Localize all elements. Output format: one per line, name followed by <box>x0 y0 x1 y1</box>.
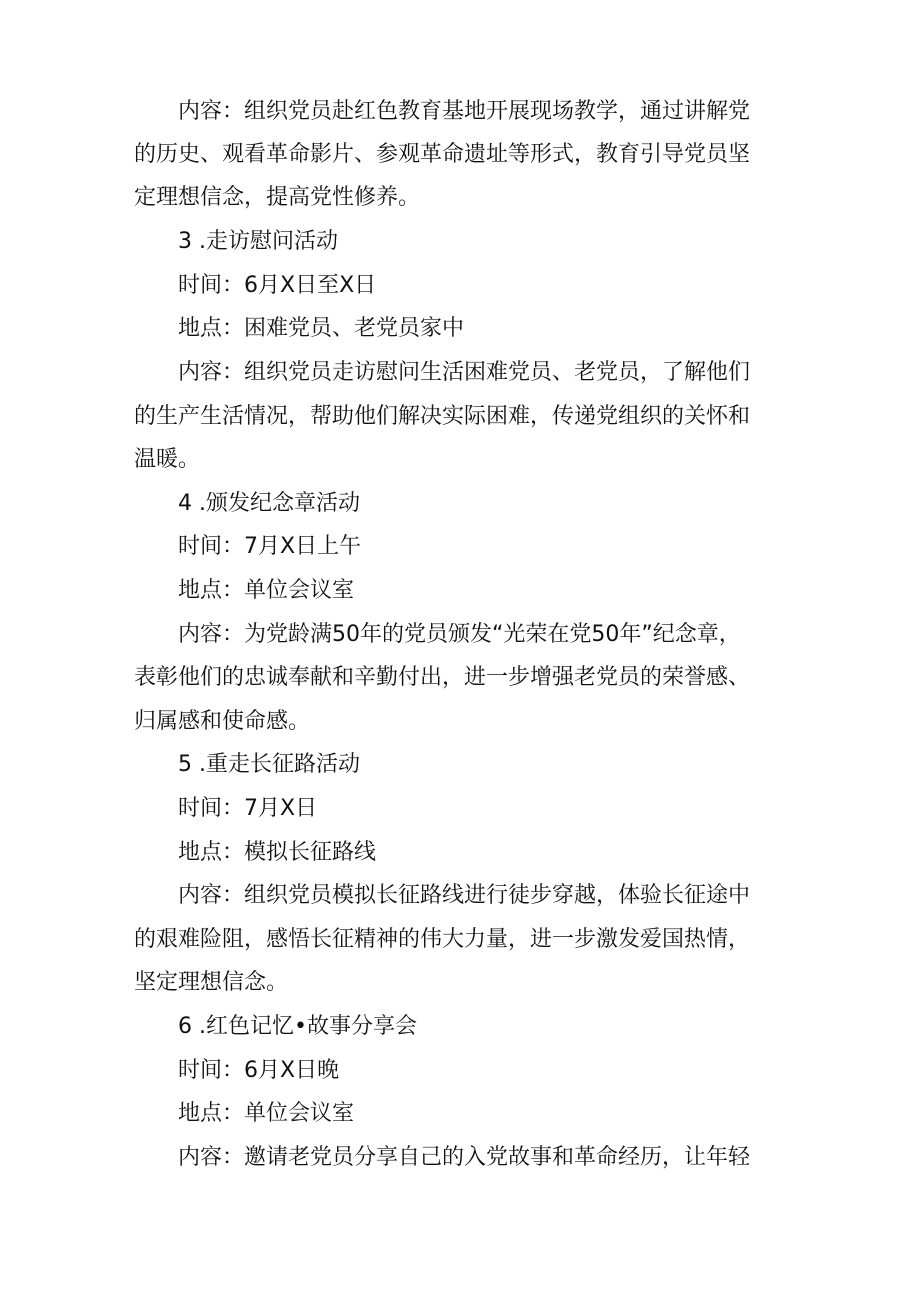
content-line: 定理想信念，提高党性修养。 <box>134 185 421 210</box>
location-line: 地点：单位会议室 <box>178 1101 355 1126</box>
content-line: 的艰难险阻，感悟长征精神的伟大力量，进一步激发爱国热情， <box>134 927 751 952</box>
section-heading: 6 .红色记忆•故事分享会 <box>178 1014 417 1039</box>
content-line: 的历史、观看革命影片、参观革命遗址等形式，教育引导党员坚 <box>134 142 751 167</box>
content-line: 归属感和使命感。 <box>134 709 311 734</box>
content-line: 内容：组织党员模拟长征路线进行徒步穿越，体验长征途中 <box>178 883 751 908</box>
content-line: 表彰他们的忠诚奉献和辛勤付出，进一步增强老党员的荣誉感、 <box>134 665 751 690</box>
time-line: 时间：6月X日晚 <box>178 1058 340 1083</box>
location-line: 地点：单位会议室 <box>178 578 355 603</box>
content-line: 内容：邀请老党员分享自己的入党故事和革命经历，让年轻 <box>178 1145 751 1170</box>
content-line: 内容：组织党员走访慰问生活困难党员、老党员，了解他们 <box>178 360 751 385</box>
content-line: 内容：为党龄满50年的党员颁发“光荣在党50年”纪念章， <box>178 622 741 647</box>
section-heading: 3 .走访慰问活动 <box>178 229 338 254</box>
time-line: 时间：7月X日上午 <box>178 534 362 559</box>
location-line: 地点：模拟长征路线 <box>178 840 377 865</box>
time-line: 时间：6月X日至X日 <box>178 273 377 298</box>
content-line: 内容：组织党员赴红色教育基地开展现场教学，通过讲解党 <box>178 99 751 124</box>
content-line: 的生产生活情况，帮助他们解决实际困难，传递党组织的关怀和 <box>134 404 751 429</box>
content-line: 温暖。 <box>134 447 201 472</box>
time-line: 时间：7月X日 <box>178 796 318 821</box>
content-line: 坚定理想信念。 <box>134 970 289 995</box>
section-heading: 5 .重走长征路活动 <box>178 752 360 777</box>
section-heading: 4 .颁发纪念章活动 <box>178 491 360 516</box>
location-line: 地点：困难党员、老党员家中 <box>178 316 465 341</box>
